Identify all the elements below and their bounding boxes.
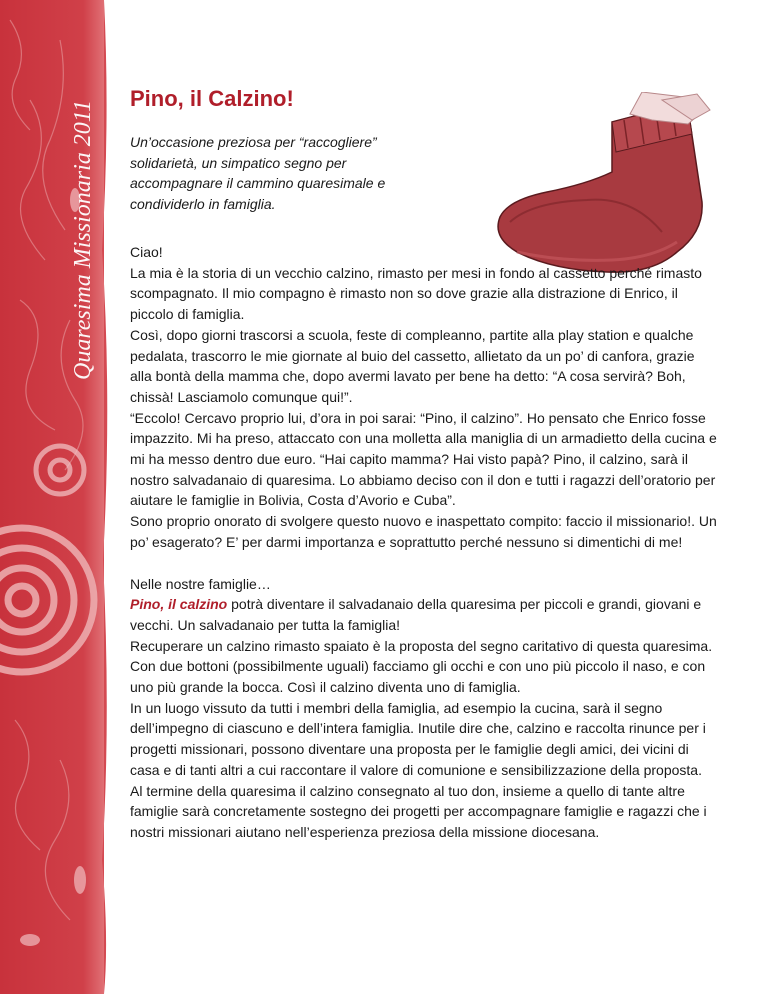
article bbox=[130, 86, 720, 843]
families-heading: Nelle nostre famiglie… bbox=[130, 575, 271, 592]
families-intro bbox=[130, 594, 720, 635]
families-intro-rest: potrà diventare il salvadanaio della quaresima per piccoli e grandi, giovani e vecchi. Un salvadanaio per tutta la famiglia! bbox=[130, 596, 702, 633]
banner-text: Quaresima Missionaria 2011 bbox=[70, 99, 96, 380]
intro-text: Un’occasione preziosa per “raccogliere” solidarietà, un simpatico segno per accompagnare il cammino quaresimale e condividerlo in famiglia. bbox=[130, 134, 386, 212]
paragraph-gap bbox=[130, 553, 720, 574]
story-text: Ciao! La mia è la storia di un vecchio calzino, rimasto per mesi in fondo al cassetto perché rimasto scompagnato. Il mio compagno è rimasto non so dove grazie alla distrazione di Enrico, il piccolo di famiglia. Così, dopo giorni trascorsi a scuola, feste di compleanno, partite alla play station e qualche pedalata, trascorro le mie giornate al buio del cassetto, allietato da un po’ di canfora, grazie alla bontà della mamma che, dopo avermi lavato per bene ha detto: “A cosa servirà? Boh, chissà! Lasciamolo comunque qui!”. “Eccolo! Cercavo proprio lui, d’ora in poi sarai: “Pino, il calzino”. Ho pensato che Enrico fosse impazzito. Mi ha preso, attaccato con una molletta alla maniglia di un armadietto della cucina e mi ha messo dentro due euro. “Hai capito mamma? Hai visto papà? Pino, il calzino, sarà il nostro salvadanaio di quaresima. Lo abbiamo deciso con il don e tutti i ragazzi dell’oratorio per aiutare le famiglie in Bolivia, Costa d’Avorio e Cuba”. Sono proprio onorato di svolgere questo nuovo e inaspettato compito: faccio il missionario!. Un po’ esagerato? E’ per darmi importanza e soprattutto perché nessuno si dimentichi di me! bbox=[130, 244, 717, 550]
banner-pattern bbox=[0, 0, 112, 994]
decorative-banner bbox=[0, 0, 112, 994]
page-title: Pino, il Calzino! bbox=[130, 86, 294, 111]
highlight-name: Pino, il calzino bbox=[130, 596, 228, 613]
families-body: Recuperare un calzino rimasto spaiato è la proposta del segno caritativo di questa quaresima. Con due bottoni (possibilmente uguali) facciamo gli occhi e con uno più piccolo il naso, e con uno più grande la bocca. Così il calzino diventa uno di famiglia. In un luogo vissuto da tutti i membri della famiglia, ad esempio la cucina, sarà il segno dell’impegno di ciascuno e dell’intera famiglia. Inutile dire che, calzino e raccolta rinunce per i progetti missionari, possono diventare una proposta per le famiglie degli amici, dei vicini di casa e di tanti altri a cui raccontare il valore di comunione e sensibilizzazione della proposta. Al termine della quaresima il calzino consegnato al tuo don, insieme a quello di tante altre famiglie sarà concretamente sostegno dei progetti per accompagnare famiglie e ragazzi che i nostri missionari aiutano nell’esperienza preziosa della missione diocesana. bbox=[130, 637, 713, 840]
